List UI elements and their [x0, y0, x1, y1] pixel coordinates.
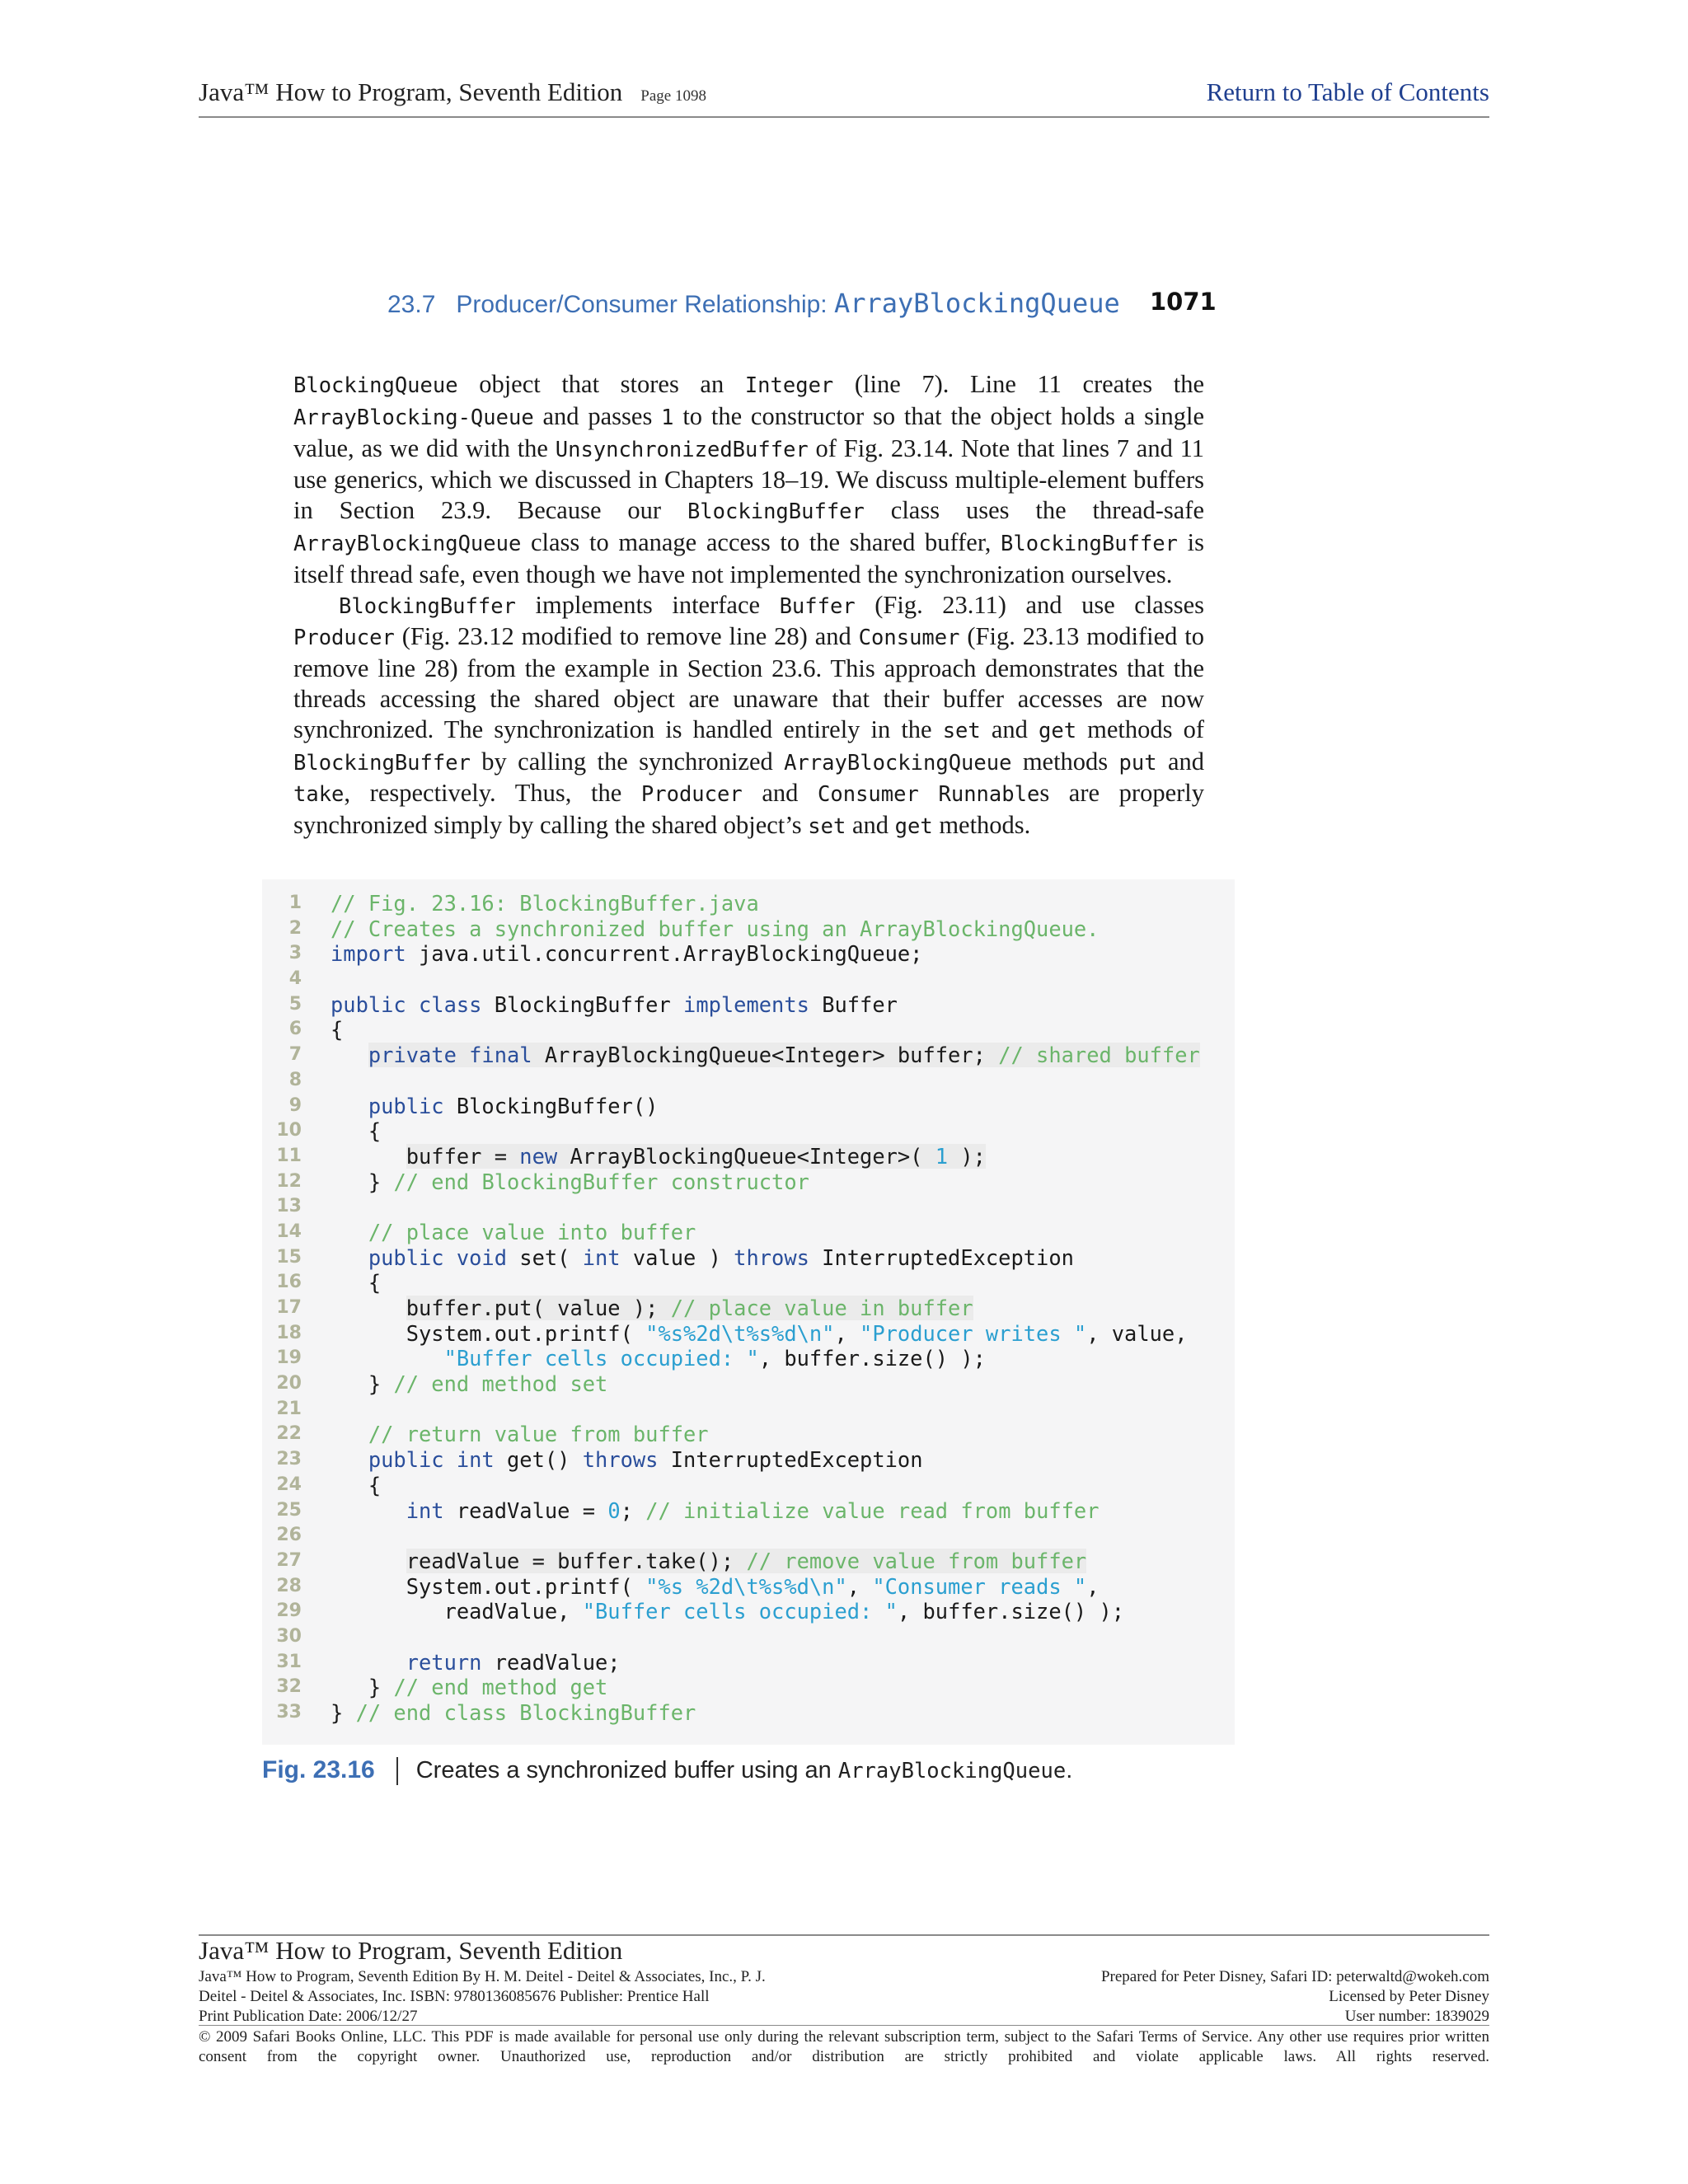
footer-legal-text: © 2009 Safari Books Online, LLC. This PDF is made available for personal use only during the relevant subscription term, subject to the Safari Terms of Service. Any other use requires prior written consent from the copyright owner. Unauthorized use, reproduction and/or distribution are strictly prohibited and violate applicable laws. All rights reserved.: [199, 2028, 1489, 2065]
code-token: [331, 1650, 406, 1675]
code-token: // initialize value read from buffer: [645, 1497, 1100, 1523]
code-token: public void: [368, 1244, 508, 1270]
code-line: [262, 1447, 1235, 1473]
caption-separator: [396, 1757, 398, 1785]
inline-code: take: [293, 782, 345, 808]
footer-left-line-2: Deitel - Deitel & Associates, Inc. ISBN: 9780136085676 Publisher: Prentice Hall: [199, 1988, 710, 2005]
line-number: 1: [288, 893, 302, 913]
code-line: [262, 1043, 1235, 1068]
code-text: [331, 1270, 381, 1296]
code-line: [262, 1650, 1235, 1675]
line-number: 14: [276, 1221, 302, 1242]
code-token: // Creates a synchronized buffer using an ArrayBlockingQueue.: [331, 916, 1100, 941]
code-token: // return value from buffer: [368, 1422, 709, 1447]
code-token: [331, 1422, 368, 1446]
line-number: 21: [276, 1398, 302, 1419]
inline-code: ArrayBlockingQueue: [293, 531, 522, 556]
code-token: // place value in buffer: [670, 1296, 973, 1320]
code-token: "Producer writes ": [860, 1320, 1087, 1346]
section-title: Producer/Consumer Relationship:: [456, 291, 834, 318]
return-to-toc-link[interactable]: Return to Table of Contents: [1206, 77, 1489, 106]
code-token: get(): [494, 1447, 583, 1473]
text-run: , respectively. Thus, the: [344, 779, 641, 808]
code-token: BlockingBuffer(): [443, 1093, 659, 1118]
text-run: class to manage access to the shared buffer,: [521, 527, 1001, 556]
code-token: System.out.printf(: [331, 1320, 646, 1346]
line-number: 32: [276, 1676, 302, 1698]
paragraph-1: [293, 369, 1204, 590]
code-token: );: [948, 1143, 986, 1169]
code-line: [262, 1473, 1235, 1498]
code-line: [262, 1675, 1235, 1700]
inline-code: Integer: [744, 373, 834, 398]
code-token: readValue = buffer.take();: [406, 1548, 747, 1573]
line-number: 4: [288, 968, 302, 990]
footer-left-line-1: Java™ How to Program, Seventh Edition By H. M. Deitel - Deitel & Associates, Inc., P. J.: [199, 1968, 766, 1985]
text-run: implements interface: [515, 590, 780, 619]
inline-code: Producer: [293, 626, 395, 651]
code-token: [331, 1498, 406, 1523]
inline-code: UnsynchronizedBuffer: [555, 437, 809, 462]
code-line: [262, 992, 1235, 1018]
caption-end: .: [1066, 1757, 1073, 1783]
code-line: [262, 1118, 1235, 1144]
code-line: [262, 1321, 1235, 1347]
code-token: {: [331, 1017, 344, 1043]
inline-code: get: [894, 814, 933, 840]
code-line: [262, 1422, 1235, 1447]
code-line: [262, 1700, 1235, 1726]
line-number: 28: [276, 1575, 302, 1596]
caption-code: ArrayBlockingQueue: [837, 1759, 1067, 1783]
code-token: readValue =: [443, 1497, 608, 1523]
code-token: throws: [734, 1244, 809, 1270]
footer-left-line-3: Print Publication Date: 2006/12/27: [199, 2008, 418, 2025]
code-text: [331, 1371, 607, 1397]
code-token: "Buffer cells occupied: ": [582, 1599, 898, 1624]
code-token: ArrayBlockingQueue<Integer>(: [557, 1143, 935, 1169]
code-token: value ): [620, 1244, 734, 1270]
inline-code: BlockingBuffer: [339, 593, 516, 619]
code-text: [331, 1346, 986, 1371]
line-number: 25: [276, 1499, 302, 1521]
text-run: by calling the synchronized: [470, 747, 785, 776]
code-token: int: [406, 1497, 444, 1523]
inline-code: BlockingBuffer: [293, 750, 471, 776]
code-text: [331, 891, 759, 916]
code-text: [331, 1321, 1188, 1347]
code-text: [331, 1118, 381, 1144]
book-title-header: [199, 77, 706, 107]
code-token: public: [368, 1093, 444, 1118]
inline-code: Runnable: [938, 782, 1040, 808]
footer-title: Java™ How to Program, Seventh Edition: [199, 1936, 623, 1965]
line-number: 22: [276, 1423, 302, 1445]
code-text: [331, 1220, 696, 1245]
line-number: 8: [288, 1069, 302, 1090]
line-number: 24: [276, 1474, 302, 1495]
text-run: and passes: [533, 401, 662, 430]
code-token: [331, 1094, 368, 1118]
code-lines: [262, 891, 1235, 1726]
line-number: 13: [276, 1196, 302, 1217]
code-token: public class: [331, 991, 482, 1017]
line-number: 7: [288, 1044, 302, 1066]
code-token: new: [519, 1143, 558, 1169]
code-line: [262, 891, 1235, 916]
code-text: [331, 1169, 809, 1195]
code-token: // end class BlockingBuffer: [355, 1700, 696, 1725]
code-token: "Buffer cells occupied: ": [443, 1346, 759, 1371]
code-token: [331, 1346, 444, 1371]
book-page-number: 1071: [1150, 288, 1217, 316]
code-token: // remove value from buffer: [746, 1548, 1087, 1573]
code-token: [331, 1043, 368, 1067]
code-token: [331, 1245, 368, 1270]
code-text: [331, 1700, 696, 1726]
line-number: 9: [288, 1094, 302, 1116]
line-number: 11: [276, 1145, 302, 1166]
code-token: int: [582, 1244, 621, 1270]
line-number: 33: [276, 1702, 302, 1722]
code-line: [262, 1094, 1235, 1119]
code-token: }: [331, 1675, 394, 1700]
inline-code: get: [1038, 718, 1077, 743]
code-token: {: [331, 1472, 382, 1497]
text-run: methods.: [932, 811, 1031, 840]
code-line: [262, 1144, 1235, 1169]
text-run: and: [846, 811, 895, 840]
line-number: 26: [276, 1525, 302, 1546]
text-run: object that stores an: [457, 370, 745, 398]
code-text: [331, 1549, 1086, 1574]
text-run: of Fig. 23.14. Note that lines 7 and 11 use generics, which we discussed in Chapters 18–19. We discuss multiple-element buffers in Section 23.9. Because our: [293, 434, 1204, 525]
code-token: ,: [846, 1573, 873, 1599]
page-label: Page 1098: [640, 87, 706, 105]
inline-code: Buffer: [779, 593, 856, 619]
text-run: [919, 779, 939, 807]
inline-code: Producer: [640, 782, 743, 808]
code-token: Buffer: [809, 991, 898, 1017]
text-run: class uses the thread-safe: [864, 496, 1204, 525]
code-line: [262, 1270, 1235, 1296]
code-text: [331, 1094, 658, 1119]
inline-code: BlockingBuffer: [1001, 531, 1178, 556]
code-token: ;: [620, 1497, 646, 1523]
footer-right-line-3: User number: 1839029: [1344, 2008, 1489, 2025]
code-token: "%s %2d\t%s%d\n": [645, 1573, 847, 1599]
code-line: [262, 1498, 1235, 1524]
line-number: 29: [276, 1601, 302, 1622]
text-run: and: [980, 715, 1039, 743]
paragraph-2: [293, 590, 1204, 842]
code-line: [262, 1624, 1235, 1650]
line-number: 17: [276, 1297, 302, 1318]
figure-label: Fig. 23.16: [262, 1756, 375, 1783]
code-token: , buffer.size() );: [758, 1346, 986, 1371]
code-token: "%s%2d\t%s%d\n": [645, 1320, 835, 1346]
code-line: [262, 1296, 1235, 1321]
code-token: , buffer.size() );: [897, 1599, 1125, 1624]
code-token: ,: [834, 1320, 860, 1346]
inline-code: ArrayBlockingQueue: [784, 750, 1012, 776]
code-token: }: [331, 1169, 394, 1194]
code-line: [262, 1371, 1235, 1397]
code-token: set(: [507, 1244, 583, 1270]
code-line: [262, 941, 1235, 967]
code-token: readValue;: [481, 1649, 621, 1675]
code-token: // place value into buffer: [368, 1219, 696, 1244]
line-number: 31: [276, 1651, 302, 1672]
code-line: [262, 1346, 1235, 1371]
code-token: buffer =: [406, 1143, 520, 1169]
code-token: java.util.concurrent.ArrayBlockingQueue;: [406, 941, 923, 967]
code-line: [262, 916, 1235, 942]
code-token: BlockingBuffer: [481, 991, 684, 1017]
header-divider: [199, 116, 1489, 118]
code-text: [331, 1574, 1100, 1600]
code-token: [331, 1296, 406, 1320]
inline-code: BlockingQueue: [293, 373, 458, 398]
code-token: // shared buffer: [998, 1043, 1200, 1068]
code-token: public int: [368, 1447, 495, 1473]
code-line: [262, 1220, 1235, 1245]
code-token: // Fig. 23.16: BlockingBuffer.java: [331, 891, 759, 916]
code-token: // end method set: [393, 1371, 608, 1397]
inline-code: set: [942, 718, 981, 743]
inline-code: 1: [661, 405, 674, 430]
code-token: [331, 1144, 406, 1169]
text-run: and: [1156, 747, 1204, 776]
line-number: 16: [276, 1272, 302, 1293]
line-number: 5: [288, 993, 302, 1015]
text-run: to the constructor so that the object holds a single value, as we did with the: [293, 401, 1204, 462]
code-line: [262, 1397, 1235, 1422]
code-text: [331, 1447, 922, 1473]
code-text: [331, 1650, 621, 1675]
book-title: Java™ How to Program, Seventh Edition: [199, 77, 623, 106]
text-run: s are properly synchronized simply by calling the shared object’s: [293, 779, 1204, 840]
code-token: }: [331, 1371, 394, 1397]
running-head: [387, 288, 1120, 319]
inline-code: ArrayBlocking-Queue: [293, 405, 534, 430]
text-run: (Fig. 23.12 modified to remove line 28) and: [394, 622, 859, 651]
code-line: [262, 967, 1235, 992]
code-token: ArrayBlockingQueue<Integer> buffer;: [532, 1043, 999, 1068]
code-token: System.out.printf(: [331, 1573, 646, 1599]
code-token: throws: [582, 1447, 659, 1473]
code-line: [262, 1245, 1235, 1271]
code-line: [262, 1169, 1235, 1195]
code-token: implements: [683, 991, 809, 1017]
code-token: [331, 1220, 368, 1244]
code-token: return: [406, 1649, 482, 1675]
line-number: 20: [276, 1373, 302, 1394]
code-listing: [262, 879, 1235, 1745]
code-text: [331, 1043, 1200, 1068]
inline-code: BlockingBuffer: [687, 499, 865, 525]
code-token: import: [331, 941, 406, 967]
code-token: , value,: [1086, 1320, 1188, 1346]
line-number: 10: [276, 1120, 302, 1141]
line-number: 30: [276, 1625, 302, 1647]
code-token: [331, 1549, 406, 1573]
caption-text: Creates a synchronized buffer using an: [415, 1757, 838, 1783]
code-token: private final: [368, 1043, 532, 1068]
code-text: [331, 1017, 343, 1043]
inline-code: set: [808, 814, 846, 840]
code-text: [331, 1245, 1074, 1271]
code-text: [331, 1296, 973, 1321]
footer-divider-bottom: [199, 2025, 1489, 2026]
text-run: and: [742, 779, 818, 808]
line-number: 3: [288, 943, 302, 964]
line-number: 15: [276, 1246, 302, 1268]
code-token: 0: [607, 1497, 621, 1523]
code-text: [331, 1498, 1100, 1524]
inline-code: Consumer: [858, 626, 960, 651]
code-line: [262, 1068, 1235, 1094]
inline-code: put: [1118, 750, 1157, 776]
code-token: buffer.put( value );: [406, 1296, 671, 1320]
text-run: (line 7). Line 11 creates the: [833, 370, 1204, 398]
text-run: methods of: [1076, 715, 1204, 743]
line-number: 27: [276, 1549, 302, 1571]
line-number: 12: [276, 1170, 302, 1192]
section-title-code: ArrayBlockingQueue: [833, 288, 1120, 319]
line-number: 23: [276, 1449, 302, 1470]
code-token: [331, 1447, 368, 1472]
code-text: [331, 941, 922, 967]
code-token: // end method get: [393, 1675, 608, 1700]
code-text: [331, 1675, 607, 1700]
code-token: 1: [935, 1143, 949, 1169]
code-line: [262, 1599, 1235, 1624]
code-line: [262, 1194, 1235, 1220]
text-run: is itself thread safe, even though we have not implemented the synchronization ourselves.: [293, 527, 1204, 588]
text-run: methods: [1011, 747, 1119, 776]
code-token: InterruptedException: [658, 1447, 923, 1473]
code-text: [331, 1144, 986, 1169]
inline-code: Consumer: [818, 782, 919, 808]
code-token: readValue,: [331, 1599, 583, 1624]
code-line: [262, 1574, 1235, 1600]
code-text: [331, 1422, 709, 1447]
code-token: }: [331, 1700, 356, 1725]
figure-caption: [262, 1756, 1072, 1785]
code-token: "Consumer reads ": [872, 1573, 1087, 1599]
code-text: [331, 1599, 1124, 1624]
code-token: ,: [1086, 1573, 1100, 1599]
code-token: {: [331, 1270, 382, 1296]
code-token: InterruptedException: [809, 1244, 1074, 1270]
code-text: [331, 916, 1099, 942]
line-number: 18: [276, 1322, 302, 1343]
line-number: 2: [288, 917, 302, 939]
footer-right-line-2: Licensed by Peter Disney: [1329, 1988, 1489, 2005]
text-run: (Fig. 23.11) and use classes: [855, 590, 1204, 619]
code-line: [262, 1017, 1235, 1043]
code-text: [331, 1473, 381, 1498]
line-number: 19: [276, 1347, 302, 1369]
line-number: 6: [288, 1019, 302, 1040]
code-token: // end BlockingBuffer constructor: [393, 1169, 809, 1194]
text-run: (Fig. 23.13 modified to remove line 28) from the example in Section 23.6. This approach demonstrates that the threads accessing the shared object are unaware that their buffer accesses are now synchronized. The synchronization is handled entirely in the: [293, 622, 1204, 743]
code-line: [262, 1549, 1235, 1574]
code-token: {: [331, 1118, 382, 1144]
code-line: [262, 1523, 1235, 1549]
code-text: [331, 992, 898, 1018]
section-number: 23.7: [387, 291, 436, 318]
footer-right-line-1: Prepared for Peter Disney, Safari ID: peterwaltd@wokeh.com: [1100, 1968, 1489, 1985]
body-text: [293, 369, 1204, 842]
